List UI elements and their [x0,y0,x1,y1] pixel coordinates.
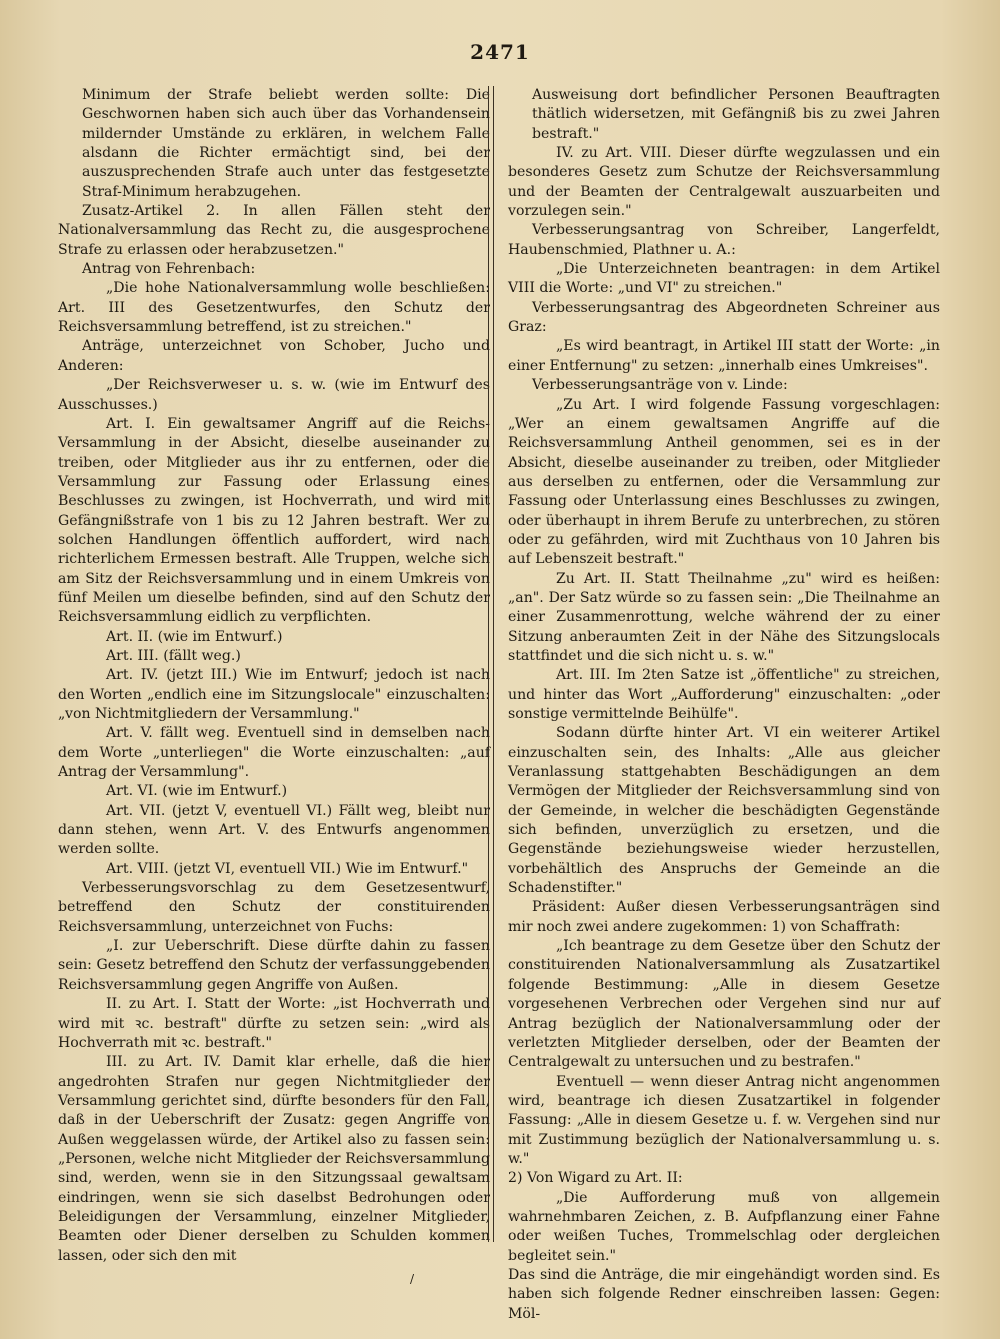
left-paragraph: Art. III. (fällt weg.) [106,647,241,664]
left-paragraph: Art. VIII. (jetzt VI, eventuell VII.) Wie im Entwurf." [106,860,469,877]
right-paragraph: „Die Unterzeichneten beantragen: in dem Artikel VIII die Worte: „und VI" zu streichen." [508,261,940,297]
left-paragraph: Art. II. (wie im Entwurf.) [106,628,283,645]
left-paragraph: Art. VI. (wie im Entwurf.) [106,783,288,800]
left-paragraph: Anträge, unterzeichnet von Schober, Jucho und Anderen: [58,338,490,374]
column-divider [488,86,494,1242]
right-paragraph: Verbesserungsantrag des Abgeordneten Schreiner aus Graz: [508,299,940,336]
right-paragraph: Verbesserungsanträge von v. Linde: [532,377,788,394]
left-paragraph: „I. zur Ueberschrift. Diese dürfte dahin zu fassen sein: Gesetz betreffend den Schutz der verfassunggebenden Reichsversammlung gegen Angriffe von Außen. [58,938,490,993]
left-paragraph: Minimum der Strafe beliebt werden sollte: Die Geschwornen haben sich auch über das Vorhandensein mildernder Umstände zu erklären, in welchem Falle alsdann die Richter ermächtigt sind, bei der auszusprechenden Strafe auch unter das festgesetzte Straf-Minimum herabzugehen. [82,87,490,200]
right-paragraph: „Zu Art. I wird folgende Fassung vorgeschlagen: „Wer an einem gewaltsamen Angriffe auf die Reichsversammlung Antheil genommen, sei es in der Absicht, dieselbe auseinander zu treiben, oder Mitglieder aus derselben zu entfernen, oder die Versammlung zur Fassung oder Unterlassung eines Beschlusses zu zwingen, oder überhaupt in ihrem Berufe zu unterbrechen, zu stören oder zu gefährden, wird mit Zuchthaus von 10 Jahren bis auf Lebenszeit bestraft." [508,396,940,568]
left-paragraph: Verbesserungsvorschlag zu dem Gesetzesentwurf, betreffend den Schutz der constituirenden Reichsversammlung, unterzeichnet von Fuchs: [58,880,490,935]
page-mark: / [410,1272,415,1286]
right-paragraph: Das sind die Anträge, die mir eingehändigt worden sind. Es haben sich folgende Redner einschreiben lassen: Gegen: Möl- [508,1266,940,1322]
page-number: 2471 [470,40,530,64]
left-paragraph: Art. IV. (jetzt III.) Wie im Entwurf; jedoch ist nach den Worten „endlich eine im Sitzungslocale" einzuschalten: „von Nichtmitgliedern der Versammlung." [58,667,490,722]
right-paragraph: 2) Von Wigard zu Art. II: [508,1170,683,1187]
right-paragraph: „Ich beantrage zu dem Gesetze über den Schutz der constituirenden Nationalversammlung als Zusatzartikel folgende Bestimmung: „Alle in diesem Gesetze vorgesehenen Verbrechen oder Vergehen sind nur auf Antrag bezüglich der Nationalversammlung oder der verletzten Mitglieder derselben, oder der Beamten der Centralgewalt zu untersuchen und zu bestrafen." [508,938,940,1071]
right-paragraph: „Die Aufforderung muß von allgemein wahrnehmbaren Zeichen, z. B. Aufpflanzung einer Fahne oder weißen Tuches, Trommelschlag oder dergleichen begleitet sein." [508,1189,940,1264]
right-paragraph: Ausweisung dort befindlicher Personen Beauftragten thätlich widersetzen, mit Gefängniß bis zu zwei Jahren bestraft." [532,87,940,142]
left-paragraph: Art. V. fällt weg. Eventuell sind in demselben nach dem Worte „unterliegen" die Worte einzuschalten: „auf Antrag der Versammlung". [58,725,490,781]
right-paragraph: „Es wird beantragt, in Artikel III statt der Worte: „in einer Entfernung" zu setzen: „innerhalb eines Umkreises". [508,338,940,374]
right-column [508,86,940,1324]
right-paragraph: Eventuell — wenn dieser Antrag nicht angenommen wird, beantrage ich diesen Zusatzartikel in folgender Fassung: „Alle in diesem Gesetze u. f. w. Vergehen sind nur mit Zustimmung bezüglich der Nationalversammlung u. s. w." [508,1073,940,1167]
left-paragraph: „Der Reichsverweser u. s. w. (wie im Entwurf des Ausschusses.) [58,377,490,413]
left-paragraph: Art. I. Ein gewaltsamer Angriff auf die Reichs-Versammlung in der Absicht, dieselbe auseinander zu treiben, oder Mitglieder aus ihr zu entfernen, oder die Versammlung zur Fassung oder Erlassung eines Beschlusses zu zwingen, ist Hochverrath, und wird mit Gefängnißstrafe von 1 bis zu 12 Jahren bestraft. Wer zu solchen Handlungen öffentlich auffordert, wird nach richterlichem Ermessen bestraft. Alle Truppen, welche sich am Sitz der Reichsversammlung und in einem Umkreis von fünf Meilen um dieselbe befinden, sind auf den Schutz der Reichsversammlung eidlich zu verpflichten. [58,415,490,626]
right-paragraph: Art. III. Im 2ten Satze ist „öffentliche" zu streichen, und hinter das Wort „Aufforderung" einzuschalten: „oder sonstige vermittelnde Beihülfe". [508,667,940,722]
left-paragraph: „Die hohe Nationalversammlung wolle beschließen: Art. III des Gesetzentwurfes, den Schutz der Reichsversammlung betreffend, ist zu streichen." [58,280,490,336]
right-paragraph: Präsident: Außer diesen Verbesserungsanträgen sind mir noch zwei andere zugekommen: 1) von Schaffrath: [508,899,940,935]
left-paragraph: III. zu Art. IV. Damit klar erhelle, daß die hier angedrohten Strafen nur gegen Nichtmitglieder der Versammlung gerichtet sind, dürfte besonders für den Fall, daß in der Ueberschrift der Zusatz: gegen Angriffe von Außen weggelassen würde, der Artikel also zu fassen sein: „Personen, welche nicht Mitglieder der Reichsversammlung sind, werden, wenn sie in den Sitzungssaal gewaltsam eindringen, wenn sie sich daselbst Bedrohungen oder Beleidigungen der Versammlung, einzelner Mitglieder, Beamten oder Diener derselben zu Schulden kommen lassen, oder sich den mit [58,1054,490,1264]
right-paragraph: IV. zu Art. VIII. Dieser dürfte wegzulassen und ein besonderes Gesetz zum Schutze der Reichsversammlung und der Beamten der Centralgewalt auszuarbeiten und vorzulegen sein." [508,145,940,220]
left-paragraph: Art. VII. (jetzt V, eventuell VI.) Fällt weg, bleibt nur dann stehen, wenn Art. V. des Entwurfs angenommen werden sollte. [58,802,490,858]
right-paragraph: Verbesserungsantrag von Schreiber, Langerfeldt, Haubenschmied, Plathner u. A.: [508,222,940,258]
left-paragraph: Antrag von Fehrenbach: [82,261,256,278]
left-paragraph: II. zu Art. I. Statt der Worte: „ist Hochverrath und wird mit ꝛc. bestraft" dürfte zu setzen sein: „wird als Hochverrath mit ꝛc. bestraft." [58,996,490,1051]
right-paragraph: Sodann dürfte hinter Art. VI ein weiterer Artikel einzuschalten sein, des Inhalts: „Alle aus gleicher Veranlassung stattgehabten Beschädigungen an dem Vermögen der Mitglieder der Reichsversammlung sind von der Gemeinde, in welcher die beschädigten Gegenstände sich befinden, unverzüglich zu ersetzen, und die Gegenstände beziehungsweise wieder herzustellen, vorbehältlich des Anspruchs der Gemeinde an die Schadenstifter." [508,725,940,897]
left-column [58,86,490,1266]
right-paragraph: Zu Art. II. Statt Theilnahme „zu" wird es heißen: „an". Der Satz würde so zu fassen sein: „Die Theilnahme an einer Zusammenrottung, welche während der zu einer Sitzung anberaumten Zeit in der Nähe des Sitzungslocals stattfindet und die sich nicht u. s. w." [508,570,940,664]
left-paragraph: Zusatz-Artikel 2. In allen Fällen steht der Nationalversammlung das Recht zu, die ausgesprochene Strafe zu erlassen oder herabzusetzen." [58,203,490,258]
